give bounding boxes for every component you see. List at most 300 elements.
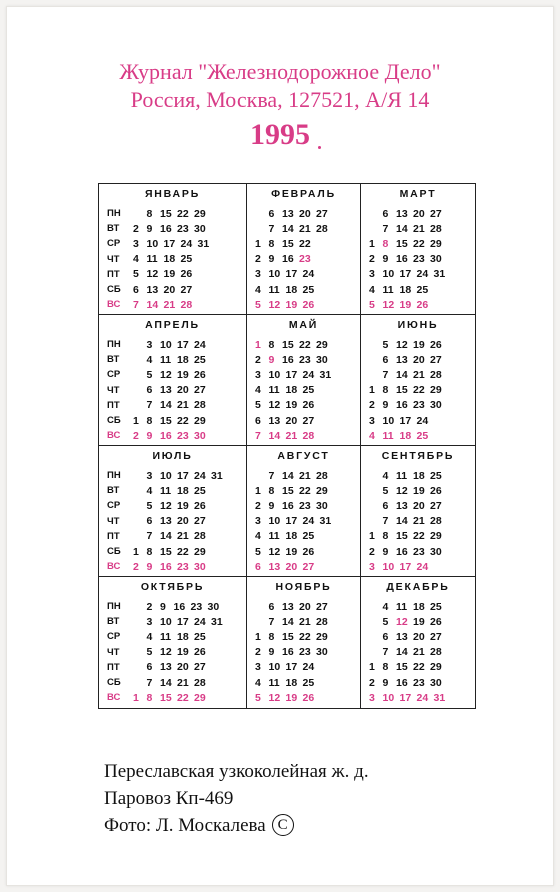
- day-cell: 27: [194, 661, 206, 674]
- day-cell: 30: [430, 676, 442, 689]
- weekday-label: ПН: [107, 470, 121, 482]
- weekday-row: [361, 629, 475, 644]
- weekday-row: [247, 614, 360, 629]
- day-cell: 3: [369, 268, 375, 281]
- day-cell: 14: [282, 222, 294, 235]
- weekday-row: [247, 468, 360, 483]
- weekday-row: [99, 236, 246, 251]
- day-cell: 8: [146, 414, 153, 427]
- month-block: [99, 184, 247, 315]
- day-cell: 28: [316, 222, 328, 235]
- day-cell: 8: [146, 691, 153, 704]
- weekday-label: ЧТ: [107, 646, 120, 658]
- day-cell: 15: [282, 484, 294, 497]
- day-cell: 29: [316, 338, 328, 351]
- day-cell: 29: [430, 384, 442, 397]
- day-cell: 7: [146, 676, 153, 689]
- weekday-row: [247, 267, 360, 282]
- weekday-row: [247, 514, 360, 529]
- day-cell: 4: [369, 283, 375, 296]
- day-cell: 18: [177, 353, 189, 366]
- day-cell: 28: [430, 222, 442, 235]
- day-cell: 24: [302, 515, 315, 528]
- weekday-row: [99, 352, 246, 367]
- day-cell: 26: [430, 615, 442, 628]
- day-cell: 13: [160, 515, 172, 528]
- day-cell: 16: [160, 222, 172, 235]
- day-cell: 12: [268, 545, 281, 558]
- day-cell: 1: [369, 237, 375, 250]
- day-cell: 26: [302, 399, 315, 412]
- day-cell: 10: [268, 515, 281, 528]
- day-cell: 28: [180, 298, 193, 311]
- day-cell: 1: [255, 630, 261, 643]
- day-cell: 15: [396, 530, 408, 543]
- day-cell: 29: [194, 691, 206, 704]
- day-cell: 14: [160, 399, 172, 412]
- day-cell: 26: [180, 268, 193, 281]
- day-cell: 2: [255, 499, 261, 512]
- day-cell: 1: [369, 530, 375, 543]
- day-cell: 18: [177, 630, 189, 643]
- month-name: АПРЕЛЬ: [145, 319, 200, 331]
- day-cell: 17: [285, 368, 298, 381]
- day-cell: 23: [299, 499, 311, 512]
- magazine-title: Журнал "Железнодорожное Дело": [119, 59, 441, 84]
- weekday-row: [361, 544, 475, 559]
- weekday-label: СР: [107, 369, 121, 381]
- month-block: [99, 577, 247, 708]
- day-cell: 2: [255, 353, 261, 366]
- weekday-row: [361, 614, 475, 629]
- weekday-row: [361, 383, 475, 398]
- day-cell: 14: [268, 429, 281, 442]
- day-cell: 29: [194, 545, 206, 558]
- weekday-row: [99, 367, 246, 382]
- day-cell: 5: [255, 545, 261, 558]
- day-cell: 18: [177, 484, 189, 497]
- day-cell: 22: [177, 414, 189, 427]
- day-cell: 10: [160, 469, 172, 482]
- weekday-row: [99, 529, 246, 544]
- day-cell: 23: [177, 429, 189, 442]
- day-cell: 8: [146, 207, 153, 220]
- day-cell: 5: [382, 484, 389, 497]
- day-cell: 15: [282, 630, 294, 643]
- weekday-row: [99, 337, 246, 352]
- day-cell: 11: [160, 484, 172, 497]
- day-cell: 17: [399, 414, 412, 427]
- day-cell: 28: [194, 676, 206, 689]
- day-cell: 17: [399, 560, 412, 573]
- day-cell: 29: [316, 630, 328, 643]
- day-cell: 14: [282, 615, 294, 628]
- day-cell: 9: [382, 545, 389, 558]
- day-cell: 1: [255, 484, 261, 497]
- day-cell: 16: [396, 545, 408, 558]
- weekday-row: [247, 544, 360, 559]
- day-cell: 20: [177, 661, 189, 674]
- day-cell: 29: [194, 414, 206, 427]
- day-cell: 21: [285, 429, 298, 442]
- day-cell: 4: [133, 253, 139, 266]
- day-cell: 10: [146, 237, 159, 250]
- day-cell: 19: [177, 368, 189, 381]
- day-cell: 7: [146, 399, 153, 412]
- day-cell: 2: [255, 253, 261, 266]
- day-cell: 30: [194, 560, 206, 573]
- day-cell: 8: [382, 661, 389, 674]
- day-cell: 27: [302, 414, 315, 427]
- day-cell: 23: [413, 676, 425, 689]
- weekday-label: СБ: [107, 677, 121, 689]
- day-cell: 3: [255, 515, 261, 528]
- day-cell: 13: [396, 353, 408, 366]
- day-cell: 11: [160, 353, 172, 366]
- day-cell: 28: [316, 469, 328, 482]
- day-cell: 4: [255, 676, 261, 689]
- month-name: ФЕВРАЛЬ: [271, 188, 336, 200]
- weekday-row: [361, 398, 475, 413]
- day-cell: 15: [282, 237, 294, 250]
- day-cell: 10: [268, 268, 281, 281]
- day-cell: 13: [160, 661, 172, 674]
- weekday-row: [361, 468, 475, 483]
- day-cell: 5: [146, 368, 153, 381]
- weekday-row: [247, 337, 360, 352]
- weekday-row: [361, 297, 475, 312]
- day-cell: 9: [160, 600, 166, 613]
- weekday-label: ВС: [107, 430, 121, 442]
- day-cell: 4: [369, 429, 375, 442]
- day-cell: 3: [133, 237, 139, 250]
- weekday-row: [247, 645, 360, 660]
- day-cell: 12: [396, 484, 408, 497]
- day-cell: 15: [396, 661, 408, 674]
- day-cell: 21: [413, 222, 425, 235]
- day-cell: 5: [369, 298, 375, 311]
- day-cell: 15: [160, 207, 172, 220]
- day-cell: 4: [255, 530, 261, 543]
- weekday-row: [99, 413, 246, 428]
- weekday-label: ВС: [107, 561, 121, 573]
- weekday-row: [247, 529, 360, 544]
- day-cell: 17: [177, 615, 189, 628]
- weekday-row: [247, 660, 360, 675]
- day-cell: 23: [299, 646, 311, 659]
- month-block: [99, 315, 247, 446]
- day-cell: 1: [369, 661, 375, 674]
- day-cell: 6: [255, 414, 261, 427]
- photo-credit: Фото: Л. Москалева: [104, 815, 266, 836]
- day-cell: 19: [177, 499, 189, 512]
- month-name: ИЮЛЬ: [152, 450, 193, 462]
- day-cell: 6: [146, 515, 153, 528]
- day-cell: 22: [177, 545, 189, 558]
- month-block: [361, 446, 475, 577]
- day-cell: 9: [146, 560, 153, 573]
- weekday-label: СР: [107, 238, 121, 250]
- day-cell: 21: [177, 676, 189, 689]
- day-cell: 25: [416, 283, 429, 296]
- day-cell: 9: [382, 676, 389, 689]
- day-cell: 2: [369, 545, 375, 558]
- day-cell: 4: [255, 384, 261, 397]
- day-cell: 29: [316, 484, 328, 497]
- day-cell: 19: [413, 484, 425, 497]
- day-cell: 22: [177, 207, 189, 220]
- day-cell: 12: [146, 268, 159, 281]
- copyright-icon: C: [272, 814, 294, 836]
- weekday-row: [99, 252, 246, 267]
- day-cell: 16: [173, 600, 186, 613]
- day-cell: 18: [285, 530, 298, 543]
- day-cell: 4: [255, 283, 261, 296]
- weekday-row: [99, 206, 246, 221]
- day-cell: 2: [369, 399, 375, 412]
- day-cell: 22: [413, 661, 425, 674]
- day-cell: 6: [382, 207, 389, 220]
- weekday-row: [99, 483, 246, 498]
- caption-line-railway: Переславская узкоколейная ж. д.: [104, 761, 369, 782]
- day-cell: 10: [382, 560, 395, 573]
- day-cell: 19: [413, 338, 425, 351]
- day-cell: 2: [146, 600, 153, 613]
- weekday-row: [247, 629, 360, 644]
- day-cell: 8: [268, 237, 275, 250]
- day-cell: 16: [282, 499, 294, 512]
- day-cell: 22: [299, 338, 311, 351]
- month-name: СЕНТЯБРЬ: [381, 450, 455, 462]
- day-cell: 28: [194, 399, 206, 412]
- weekday-row: [99, 297, 246, 312]
- weekday-label: ЧТ: [107, 515, 120, 527]
- day-cell: 15: [282, 338, 294, 351]
- weekday-row: [247, 206, 360, 221]
- day-cell: 5: [133, 268, 139, 281]
- day-cell: 19: [285, 691, 298, 704]
- day-cell: 17: [177, 338, 189, 351]
- day-cell: 3: [146, 469, 153, 482]
- decorative-dot: [318, 146, 321, 149]
- day-cell: 15: [160, 414, 172, 427]
- weekday-row: [247, 498, 360, 513]
- day-cell: 17: [163, 237, 176, 250]
- day-cell: 19: [163, 268, 176, 281]
- weekday-row: [247, 221, 360, 236]
- weekday-label: ВТ: [107, 354, 120, 366]
- weekday-row: [247, 398, 360, 413]
- day-cell: 26: [430, 338, 442, 351]
- day-cell: 25: [302, 676, 315, 689]
- weekday-row: [247, 675, 360, 690]
- weekday-label: ПН: [107, 339, 121, 351]
- weekday-row: [361, 367, 475, 382]
- day-cell: 8: [146, 545, 153, 558]
- weekday-row: [361, 337, 475, 352]
- day-cell: 19: [285, 399, 298, 412]
- weekday-row: [361, 529, 475, 544]
- day-cell: 30: [316, 499, 328, 512]
- day-cell: 28: [316, 615, 328, 628]
- day-cell: 14: [282, 469, 294, 482]
- weekday-row: [99, 267, 246, 282]
- day-cell: 7: [382, 368, 389, 381]
- day-cell: 18: [285, 283, 298, 296]
- caption-line-locomotive: Паровоз Кп-469: [104, 788, 234, 809]
- day-cell: 5: [255, 691, 261, 704]
- day-cell: 11: [382, 429, 394, 442]
- day-cell: 2: [369, 253, 375, 266]
- day-cell: 7: [268, 615, 275, 628]
- day-cell: 25: [194, 484, 206, 497]
- day-cell: 1: [133, 545, 139, 558]
- day-cell: 20: [413, 207, 425, 220]
- day-cell: 7: [146, 530, 153, 543]
- day-cell: 25: [302, 384, 315, 397]
- day-cell: 15: [160, 691, 172, 704]
- day-cell: 22: [177, 691, 189, 704]
- day-cell: 8: [382, 384, 389, 397]
- day-cell: 12: [396, 338, 408, 351]
- day-cell: 10: [382, 691, 395, 704]
- day-cell: 18: [285, 676, 298, 689]
- weekday-label: ВТ: [107, 223, 120, 235]
- day-cell: 7: [255, 429, 261, 442]
- day-cell: 22: [299, 237, 311, 250]
- day-cell: 7: [268, 222, 275, 235]
- day-cell: 21: [299, 222, 311, 235]
- day-cell: 11: [396, 469, 408, 482]
- magazine-address: Россия, Москва, 127521, А/Я 14: [130, 87, 430, 112]
- day-cell: 17: [285, 268, 298, 281]
- day-cell: 9: [268, 499, 275, 512]
- weekday-row: [361, 221, 475, 236]
- day-cell: 13: [396, 630, 408, 643]
- day-cell: 17: [177, 469, 189, 482]
- day-cell: 27: [194, 515, 206, 528]
- weekday-label: ПТ: [107, 530, 120, 542]
- month-block: [247, 446, 361, 577]
- day-cell: 23: [299, 353, 311, 366]
- day-cell: 23: [177, 560, 189, 573]
- weekday-label: ПТ: [107, 661, 120, 673]
- day-cell: 14: [396, 646, 408, 659]
- day-cell: 25: [302, 530, 315, 543]
- day-cell: 26: [430, 484, 442, 497]
- day-cell: 23: [177, 222, 189, 235]
- day-cell: 18: [413, 600, 425, 613]
- day-cell: 25: [430, 469, 442, 482]
- weekday-row: [247, 252, 360, 267]
- day-cell: 30: [194, 429, 206, 442]
- day-cell: 25: [180, 253, 193, 266]
- day-cell: 27: [430, 353, 442, 366]
- month-block: [247, 315, 361, 446]
- weekday-row: [99, 690, 246, 705]
- day-cell: 31: [433, 268, 446, 281]
- day-cell: 4: [382, 600, 389, 613]
- day-cell: 13: [160, 384, 172, 397]
- day-cell: 21: [163, 298, 176, 311]
- day-cell: 21: [177, 530, 189, 543]
- day-cell: 1: [369, 384, 375, 397]
- day-cell: 27: [302, 560, 315, 573]
- day-cell: 14: [160, 530, 172, 543]
- day-cell: 10: [160, 338, 172, 351]
- caption-line-photo: [104, 812, 369, 839]
- day-cell: 13: [396, 207, 408, 220]
- day-cell: 8: [268, 484, 275, 497]
- day-cell: 22: [413, 384, 425, 397]
- day-cell: 3: [255, 368, 261, 381]
- day-cell: 6: [268, 207, 275, 220]
- day-cell: 11: [396, 600, 408, 613]
- day-cell: 12: [268, 691, 281, 704]
- day-cell: 3: [255, 268, 261, 281]
- weekday-row: [361, 498, 475, 513]
- weekday-row: [247, 690, 360, 705]
- weekday-row: [99, 629, 246, 644]
- weekday-row: [361, 675, 475, 690]
- weekday-row: [247, 413, 360, 428]
- day-cell: 23: [413, 399, 425, 412]
- weekday-label: ЧТ: [107, 253, 120, 265]
- day-cell: 8: [268, 338, 275, 351]
- day-cell: 22: [413, 237, 425, 250]
- weekday-row: [99, 221, 246, 236]
- day-cell: 18: [413, 469, 425, 482]
- day-cell: 26: [194, 368, 206, 381]
- weekday-label: СР: [107, 500, 121, 512]
- day-cell: 11: [268, 384, 280, 397]
- photo-caption: [104, 758, 369, 839]
- month-name: ДЕКАБРЬ: [386, 581, 450, 593]
- day-cell: 29: [430, 530, 442, 543]
- day-cell: 25: [430, 600, 442, 613]
- day-cell: 17: [399, 691, 412, 704]
- day-cell: 6: [133, 283, 139, 296]
- day-cell: 15: [396, 384, 408, 397]
- day-cell: 31: [319, 515, 332, 528]
- day-cell: 19: [285, 298, 298, 311]
- weekday-row: [247, 367, 360, 382]
- day-cell: 1: [255, 338, 261, 351]
- month-block: [361, 315, 475, 446]
- weekday-row: [247, 428, 360, 443]
- day-cell: 22: [299, 630, 311, 643]
- weekday-row: [247, 559, 360, 574]
- day-cell: 10: [268, 661, 281, 674]
- weekday-row: [361, 514, 475, 529]
- day-cell: 15: [160, 545, 172, 558]
- day-cell: 21: [299, 469, 311, 482]
- day-cell: 13: [396, 499, 408, 512]
- day-cell: 25: [416, 429, 429, 442]
- day-cell: 6: [382, 499, 389, 512]
- day-cell: 22: [413, 530, 425, 543]
- day-cell: 4: [146, 630, 153, 643]
- weekday-label: ВС: [107, 692, 121, 704]
- day-cell: 18: [285, 384, 298, 397]
- day-cell: 16: [160, 560, 172, 573]
- day-cell: 6: [382, 353, 389, 366]
- day-cell: 3: [369, 691, 375, 704]
- day-cell: 12: [160, 368, 172, 381]
- day-cell: 30: [430, 253, 442, 266]
- day-cell: 20: [163, 283, 176, 296]
- day-cell: 16: [282, 646, 294, 659]
